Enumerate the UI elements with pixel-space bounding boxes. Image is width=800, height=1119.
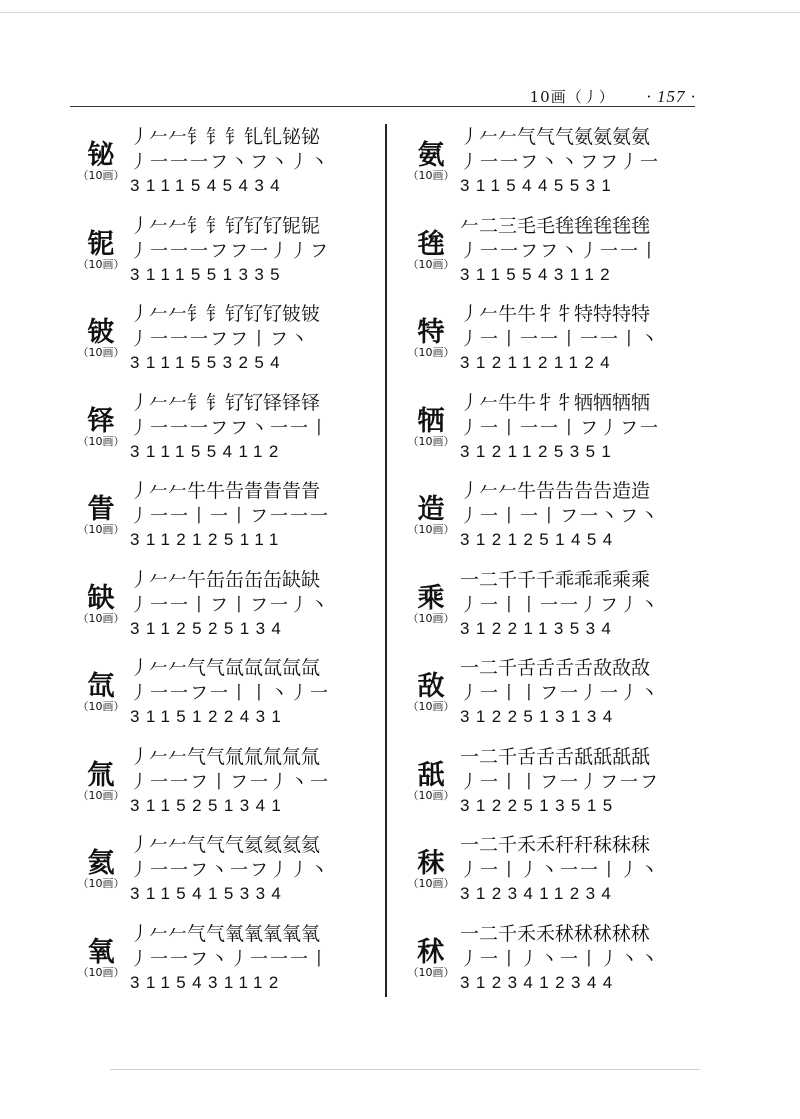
stroke-shapes: 丿一一フフ丶丿一一丨 bbox=[460, 240, 660, 262]
stroke-count-label: （10画） bbox=[77, 965, 125, 979]
stroke-build-sequence: 丿𠂉𠂉钅钅钅钆钆铋铋 bbox=[130, 126, 321, 148]
stroke-shapes: 丿一一フ丶一フ丿丿丶 bbox=[130, 860, 330, 881]
stroke-build-sequence: 丿𠂉𠂉气气气氨氨氨氨 bbox=[460, 126, 651, 148]
character-entry bbox=[70, 299, 370, 388]
stroke-shapes: 丿一一丨一丨フ一一一 bbox=[130, 506, 330, 527]
stroke-shapes: 丿一一フ丨フ一丿丶一 bbox=[130, 771, 330, 793]
character-entry bbox=[70, 122, 370, 211]
character-entry bbox=[400, 388, 700, 477]
character-entry bbox=[400, 299, 700, 388]
stroke-shapes: 丿一一一フフ丨フ丶 bbox=[130, 329, 310, 350]
stroke-order-numbers: 3122513515 bbox=[460, 795, 619, 815]
stroke-shapes: 丿一一フ一丨丨丶丿一 bbox=[130, 683, 330, 704]
stroke-count-label: （10画） bbox=[77, 257, 125, 271]
stroke-shapes: 丿一丨丨フ一丿フ一フ bbox=[460, 771, 660, 793]
stroke-order-numbers: 3121125351 bbox=[460, 441, 618, 461]
stroke-order-numbers: 3121251454 bbox=[460, 530, 619, 549]
section-title: 10画（丿） bbox=[529, 88, 615, 106]
stroke-build-sequence: 𠂉二三毛毛毪毪毪毪毪 bbox=[460, 214, 651, 237]
stroke-order-numbers: 3121121124 bbox=[460, 353, 617, 372]
headword-character: 造 bbox=[417, 494, 445, 525]
stroke-order-numbers: 3112125111 bbox=[130, 530, 285, 549]
stroke-count-label: （10画） bbox=[407, 346, 455, 359]
stroke-count-label: （10画） bbox=[77, 434, 125, 448]
character-entry bbox=[70, 476, 370, 565]
stroke-shapes: 丿一一一フフ丶一一丨 bbox=[130, 417, 330, 439]
headword-character: 铌 bbox=[87, 228, 115, 260]
stroke-order-numbers: 3115251341 bbox=[130, 795, 288, 815]
stroke-count-label: （10画） bbox=[77, 877, 125, 890]
stroke-build-sequence: 丿𠂉𠂉钅钅钌钌钌铍铍 bbox=[130, 303, 321, 325]
stroke-build-sequence: 丿𠂉牛牛牜牜牺牺牺牺 bbox=[460, 391, 651, 414]
stroke-build-sequence: 丿𠂉𠂉钅钅钌钌铎铎铎 bbox=[130, 391, 321, 414]
stroke-order-numbers: 3112525134 bbox=[130, 618, 288, 638]
stroke-build-sequence: 丿𠂉𠂉午缶缶缶缶缺缺 bbox=[130, 568, 321, 591]
stroke-build-sequence: 丿𠂉𠂉气气气氦氦氦氦 bbox=[130, 834, 321, 856]
stroke-count-label: （10画） bbox=[77, 788, 125, 802]
character-entry bbox=[70, 830, 370, 919]
scan-bottom-edge bbox=[110, 1069, 700, 1070]
stroke-build-sequence: 丿𠂉牛牛牜牜特特特特 bbox=[460, 303, 651, 325]
stroke-order-numbers: 3115415334 bbox=[130, 884, 288, 903]
headword-character: 眚 bbox=[87, 494, 115, 525]
stroke-count-label: （10画） bbox=[77, 169, 125, 182]
stroke-count-label: （10画） bbox=[407, 434, 455, 448]
headword-character: 氦 bbox=[87, 848, 115, 879]
character-entry bbox=[70, 388, 370, 477]
left-column bbox=[70, 122, 370, 1007]
stroke-shapes: 丿一丨丿丶一一丨丿丶 bbox=[460, 860, 660, 881]
stroke-count-label: （10画） bbox=[77, 700, 125, 713]
stroke-shapes: 丿一丨丨フ一丿一丿丶 bbox=[460, 683, 660, 704]
stroke-build-sequence: 丿𠂉𠂉牛告告告告造造 bbox=[460, 480, 651, 502]
stroke-build-sequence: 一二千舌舌舌舌敌敌敌 bbox=[460, 657, 651, 679]
stroke-shapes: 丿一一一フフ一丿丿フ bbox=[130, 240, 330, 262]
stroke-build-sequence: 丿𠂉𠂉牛牛告眚眚眚眚 bbox=[130, 480, 321, 502]
character-entry bbox=[400, 476, 700, 565]
stroke-count-label: （10画） bbox=[407, 611, 455, 625]
page-number: · 157 · bbox=[646, 87, 696, 106]
headword-character: 秣 bbox=[417, 848, 445, 879]
stroke-count-label: （10画） bbox=[77, 523, 125, 536]
headword-character: 缺 bbox=[87, 582, 115, 614]
headword-character: 氨 bbox=[417, 140, 445, 171]
stroke-count-label: （10画） bbox=[77, 346, 125, 359]
stroke-build-sequence: 一二千禾禾秆秆秣秣秣 bbox=[460, 834, 651, 856]
stroke-build-sequence: 丿𠂉𠂉气气氚氚氚氚氚 bbox=[130, 745, 321, 768]
stroke-order-numbers: 3115445531 bbox=[460, 176, 618, 195]
stroke-order-numbers: 3115431112 bbox=[130, 972, 285, 992]
character-entry bbox=[400, 830, 700, 919]
stroke-count-label: （10画） bbox=[407, 523, 455, 536]
character-entry bbox=[70, 211, 370, 300]
stroke-order-numbers: 3111554112 bbox=[130, 441, 285, 461]
stroke-count-label: （10画） bbox=[407, 788, 455, 802]
stroke-build-sequence: 丿𠂉𠂉钅钅钌钌钌铌铌 bbox=[130, 214, 321, 237]
headword-character: 氙 bbox=[87, 671, 115, 702]
character-entry bbox=[70, 919, 370, 1008]
stroke-build-sequence: 一二千舌舌舌舐舐舐舐 bbox=[460, 745, 651, 768]
character-entry bbox=[70, 653, 370, 742]
stroke-shapes: 丿一丨丿丶一丨丿丶丶 bbox=[460, 948, 660, 970]
stroke-order-numbers: 3111545434 bbox=[130, 176, 287, 195]
right-column bbox=[400, 122, 700, 1007]
headword-character: 特 bbox=[417, 317, 445, 348]
character-entry bbox=[70, 565, 370, 654]
stroke-shapes: 丿一丨一一丨フ丿フ一 bbox=[460, 417, 660, 439]
stroke-shapes: 丿一一フ丶丶フフ丿一 bbox=[460, 152, 660, 173]
stroke-order-numbers: 3115122431 bbox=[130, 707, 288, 726]
headword-character: 氧 bbox=[87, 936, 115, 968]
stroke-shapes: 丿一一フ丶丿一一一丨 bbox=[130, 948, 330, 970]
stroke-shapes: 丿一丨一一丨一一丨丶 bbox=[460, 329, 660, 350]
headword-character: 铎 bbox=[87, 405, 115, 437]
stroke-build-sequence: 丿𠂉𠂉气气氙氙氙氙氙 bbox=[130, 657, 321, 679]
character-entry bbox=[400, 653, 700, 742]
header-rule bbox=[70, 106, 695, 107]
character-entry bbox=[400, 742, 700, 831]
character-entry bbox=[70, 742, 370, 831]
stroke-shapes: 丿一丨一丨フ一丶フ丶 bbox=[460, 506, 660, 527]
stroke-order-numbers: 3122513134 bbox=[460, 707, 619, 726]
stroke-count-label: （10画） bbox=[407, 965, 455, 979]
stroke-build-sequence: 一二千禾禾秫秫秫秫秫 bbox=[460, 922, 651, 945]
stroke-order-numbers: 3123411234 bbox=[460, 884, 618, 903]
scan-top-edge bbox=[0, 12, 800, 13]
stroke-order-numbers: 3115543112 bbox=[460, 264, 617, 284]
headword-character: 秫 bbox=[417, 936, 445, 968]
stroke-count-label: （10画） bbox=[77, 611, 125, 625]
headword-character: 毪 bbox=[417, 228, 445, 260]
stroke-shapes: 丿一一丨フ丨フ一丿丶 bbox=[130, 594, 330, 616]
headword-character: 乘 bbox=[417, 582, 445, 614]
stroke-count-label: （10画） bbox=[407, 700, 455, 713]
stroke-build-sequence: 一二千千千乖乖乖乘乘 bbox=[460, 568, 651, 591]
stroke-shapes: 丿一一一フ丶フ丶丿丶 bbox=[130, 152, 330, 173]
character-entry bbox=[400, 565, 700, 654]
stroke-order-numbers: 3111553254 bbox=[130, 353, 287, 372]
page-header bbox=[530, 86, 696, 107]
headword-character: 牺 bbox=[417, 405, 445, 437]
headword-character: 铍 bbox=[87, 317, 115, 348]
stroke-count-label: （10画） bbox=[407, 877, 455, 890]
headword-character: 舐 bbox=[417, 759, 445, 791]
stroke-count-label: （10画） bbox=[407, 169, 455, 182]
stroke-order-numbers: 3122113534 bbox=[460, 618, 618, 638]
stroke-order-numbers: 3123412344 bbox=[460, 972, 619, 992]
headword-character: 氚 bbox=[87, 759, 115, 791]
character-entry bbox=[400, 211, 700, 300]
stroke-build-sequence: 丿𠂉𠂉气气氧氧氧氧氧 bbox=[130, 922, 321, 945]
headword-character: 敌 bbox=[417, 671, 445, 702]
headword-character: 铋 bbox=[87, 140, 115, 171]
stroke-order-numbers: 3111551335 bbox=[130, 264, 287, 284]
stroke-shapes: 丿一丨丨一一丿フ丿丶 bbox=[460, 594, 660, 616]
character-entry bbox=[400, 122, 700, 211]
column-divider bbox=[385, 124, 387, 997]
character-entry bbox=[400, 919, 700, 1008]
stroke-count-label: （10画） bbox=[407, 257, 455, 271]
